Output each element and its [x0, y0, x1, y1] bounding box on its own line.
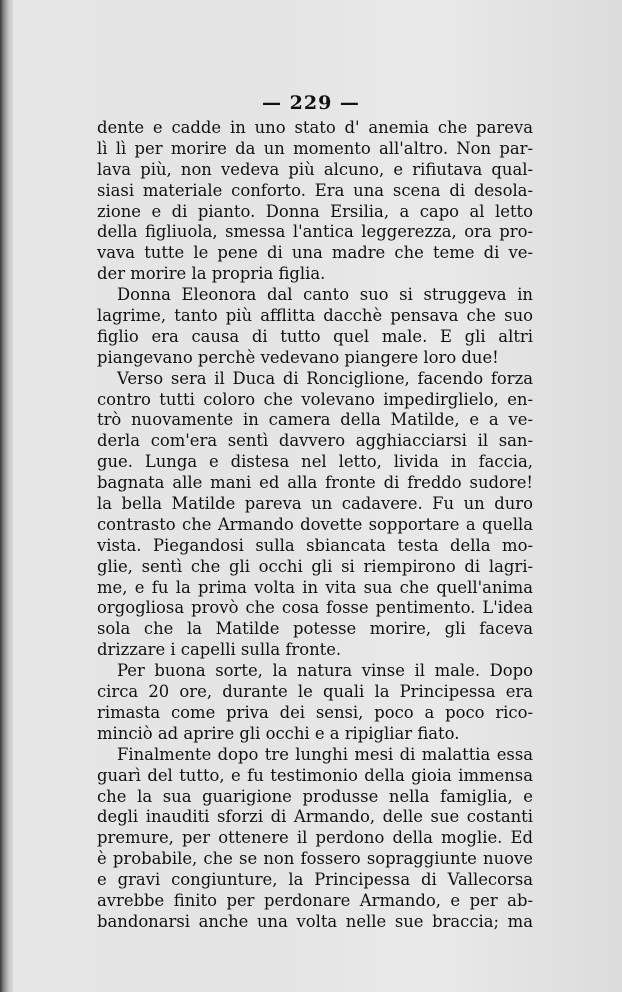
text-line: bandonarsi anche una volta nelle sue braccia; ma — [97, 911, 533, 931]
text-line: lava più, non vedeva più alcuno, e rifiutava qual- — [97, 159, 533, 179]
text-line: Per buona sorte, la natura vinse il male. Dopo — [117, 661, 533, 681]
text-line: trò nuovamente in camera della Matilde, e a ve- — [97, 410, 533, 430]
text-line: piangevano perchè vedevano piangere loro due! — [97, 347, 499, 367]
text-line: gue. Lunga e distesa nel letto, livida in faccia, — [97, 452, 533, 472]
text-line: contro tutti coloro che volevano impedirglielo, en- — [97, 389, 533, 409]
text-line: Finalmente dopo tre lunghi mesi di malattia essa — [117, 744, 533, 764]
text-line: me, e fu la prima volta in vita sua che quell'anima — [97, 577, 533, 597]
text-line: circa 20 ore, durante le quali la Principessa era — [97, 682, 533, 702]
text-line: orgogliosa provò che cosa fosse pentimento. L'idea — [97, 598, 533, 618]
text-line: siasi materiale conforto. Era una scena di desola- — [97, 180, 533, 200]
page-spine-shadow — [0, 0, 14, 992]
body-text — [97, 118, 533, 933]
text-line: è probabile, che se non fossero sopraggiunte nuove — [97, 849, 533, 869]
text-line: zione e di pianto. Donna Ersilia, a capo al letto — [97, 201, 533, 221]
text-line: rimasta come priva dei sensi, poco a poco rico- — [97, 702, 533, 722]
text-line: della figliuola, smessa l'antica leggerezza, ora pro- — [97, 222, 533, 242]
text-line: derla com'era sentì davvero agghiacciarsi il san- — [97, 431, 533, 451]
text-line: la bella Matilde pareva un cadavere. Fu un duro — [97, 494, 533, 514]
text-line: der morire la propria figlia. — [97, 264, 326, 284]
text-line: figlio era causa di tutto quel male. E gli altri — [97, 326, 533, 346]
text-line: Donna Eleonora dal canto suo si struggeva in — [117, 285, 533, 305]
text-line: bagnata alle mani ed alla fronte di freddo sudore! — [97, 473, 533, 493]
text-line: lì lì per morire da un momento all'altro. Non par- — [97, 138, 533, 158]
text-line: dente e cadde in uno stato d' anemia che pareva — [97, 118, 533, 137]
page-number: — 229 — — [262, 92, 360, 114]
text-line: vista. Piegandosi sulla sbiancata testa della mo- — [97, 535, 533, 555]
text-line: e gravi congiunture, la Principessa di Vallecorsa — [97, 870, 533, 890]
text-line: avrebbe finito per perdonare Armando, e per ab- — [97, 890, 533, 910]
text-line: lagrime, tanto più afflitta dacchè pensava che suo — [97, 306, 533, 326]
text-line: glie, sentì che gli occhi gli si riempirono di lagri- — [97, 556, 533, 576]
text-line: Verso sera il Duca di Ronciglione, facendo forza — [117, 368, 533, 388]
text-line: guarì del tutto, e fu testimonio della gioia immensa — [97, 765, 533, 785]
text-line: premure, per ottenere il perdono della moglie. Ed — [97, 828, 533, 848]
text-line: vava tutte le pene di una madre che teme di ve- — [97, 243, 533, 263]
text-line: che la sua guarigione produsse nella famiglia, e — [97, 786, 533, 806]
text-line: contrasto che Armando dovette sopportare a quella — [97, 514, 533, 534]
text-line: sola che la Matilde potesse morire, gli faceva — [97, 619, 533, 639]
text-line: minciò ad aprire gli occhi e a ripigliar fiato. — [97, 723, 460, 743]
text-line: drizzare i capelli sulla fronte. — [97, 640, 342, 660]
text-line: degli inauditi sforzi di Armando, delle sue costanti — [97, 807, 533, 827]
